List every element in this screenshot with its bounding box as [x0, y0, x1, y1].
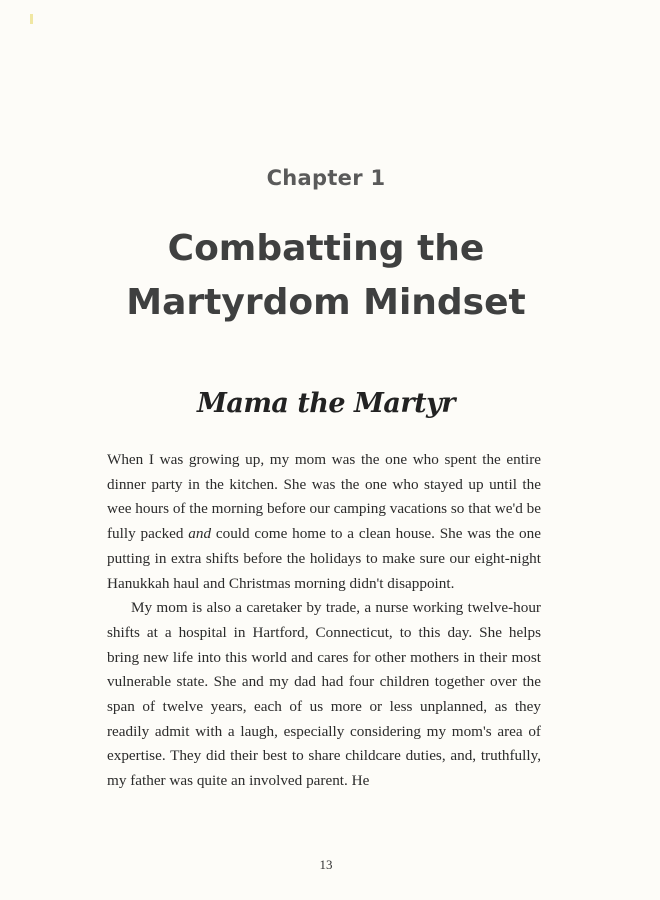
section-heading: Mama the Martyr — [196, 388, 456, 419]
paragraph-1-part-1: When I was growing up, my mom was the one who spent the entire dinner party in the kitchen. She was the one who stayed up until the wee hours of the morning before our camping vacations so that we'd be fully packed — [107, 451, 541, 543]
chapter-title — [0, 222, 652, 330]
paragraph-1 — [107, 448, 541, 596]
chapter-title-line-1: Combatting the — [167, 228, 485, 269]
paragraph-2: My mom is also a caretaker by trade, a nurse working twelve-hour shifts at a hospital in Hartford, Connecticut, to this day. She helps bring new life into this world and cares for other mothers in their most vulnerable state. She and my dad had four children together over the span of twelve years, each of us more or less unplanned, as they readily admit with a laugh, especially considering my mom's area of expertise. They did their best to share childcare duties, and, truthfully, my father was quite an involved parent. He — [107, 599, 541, 790]
paragraph-1-part-2: could come home to a clean house. She was the one putting in extra shifts before the holidays to make sure our eight-night Hanukkah haul and Christmas morning didn't disappoint. — [107, 525, 541, 592]
scan-artifact — [30, 14, 33, 24]
paragraph-1-emphasis: and — [188, 525, 212, 543]
chapter-title-line-2: Martyrdom Mindset — [126, 282, 526, 323]
page-number: 13 — [319, 857, 333, 872]
body-text — [107, 448, 541, 794]
chapter-label: Chapter 1 — [266, 166, 386, 190]
